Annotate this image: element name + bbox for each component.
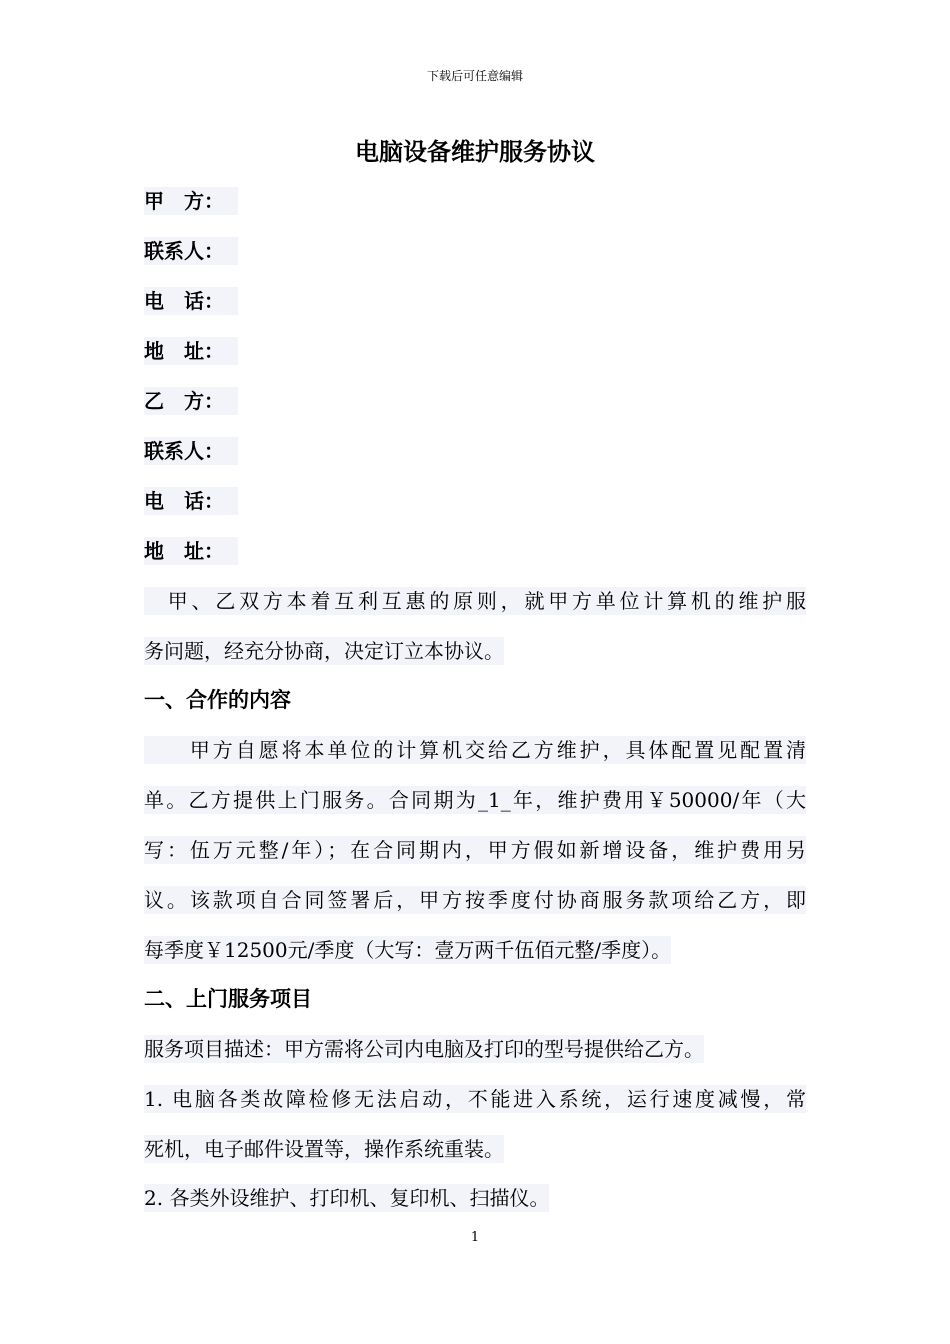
service-item-2: 2. 各类外设维护、打印机、复印机、扫描仪。 [144, 1186, 550, 1210]
section-1-line-4: 议。该款项自合同签署后，甲方按季度付协商服务款项给乙方，即 [144, 888, 806, 912]
party-a-address-label: 地 址： [144, 336, 238, 366]
service-item-1-line-1: 1. 电脑各类故障检修无法启动，不能进入系统，运行速度减慢，常 [144, 1087, 806, 1111]
party-b-phone-label: 电 话： [144, 486, 238, 516]
section-1-line-2: 单。乙方提供上门服务。合同期为_1_年，维护费用￥50000/年（大 [144, 788, 806, 812]
section-1-heading: 一、合作的内容 [144, 688, 291, 712]
document-title: 电脑设备维护服务协议 [355, 138, 595, 166]
section-2-description: 服务项目描述：甲方需将公司内电脑及打印的型号提供给乙方。 [144, 1037, 704, 1061]
party-a-phone-label: 电 话： [144, 286, 238, 316]
party-b-address-label: 地 址： [144, 536, 238, 566]
party-a-contact-label: 联系人： [144, 236, 238, 266]
section-1-line-1: 甲方自愿将本单位的计算机交给乙方维护，具体配置见配置清 [144, 738, 806, 762]
party-a-name-label: 甲 方： [144, 186, 238, 216]
party-b-name-label: 乙 方： [144, 386, 238, 416]
section-1-line-5: 每季度￥12500元/季度（大写：壹万两千伍佰元整/季度）。 [144, 938, 672, 962]
party-b-contact-label: 联系人： [144, 436, 238, 466]
intro-line-1: 甲、乙双方本着互利互惠的原则，就甲方单位计算机的维护服 [144, 589, 806, 613]
section-2-heading: 二、上门服务项目 [144, 987, 312, 1011]
page-header: 下载后可任意编辑 [426, 69, 523, 83]
page-number: 1 [470, 1230, 480, 1245]
service-item-1-line-2: 死机，电子邮件设置等，操作系统重装。 [144, 1137, 504, 1161]
section-1-line-3: 写：伍万元整/年）；在合同期内，甲方假如新增设备，维护费用另 [144, 838, 806, 862]
intro-line-2: 务问题，经充分协商，决定订立本协议。 [144, 639, 504, 663]
